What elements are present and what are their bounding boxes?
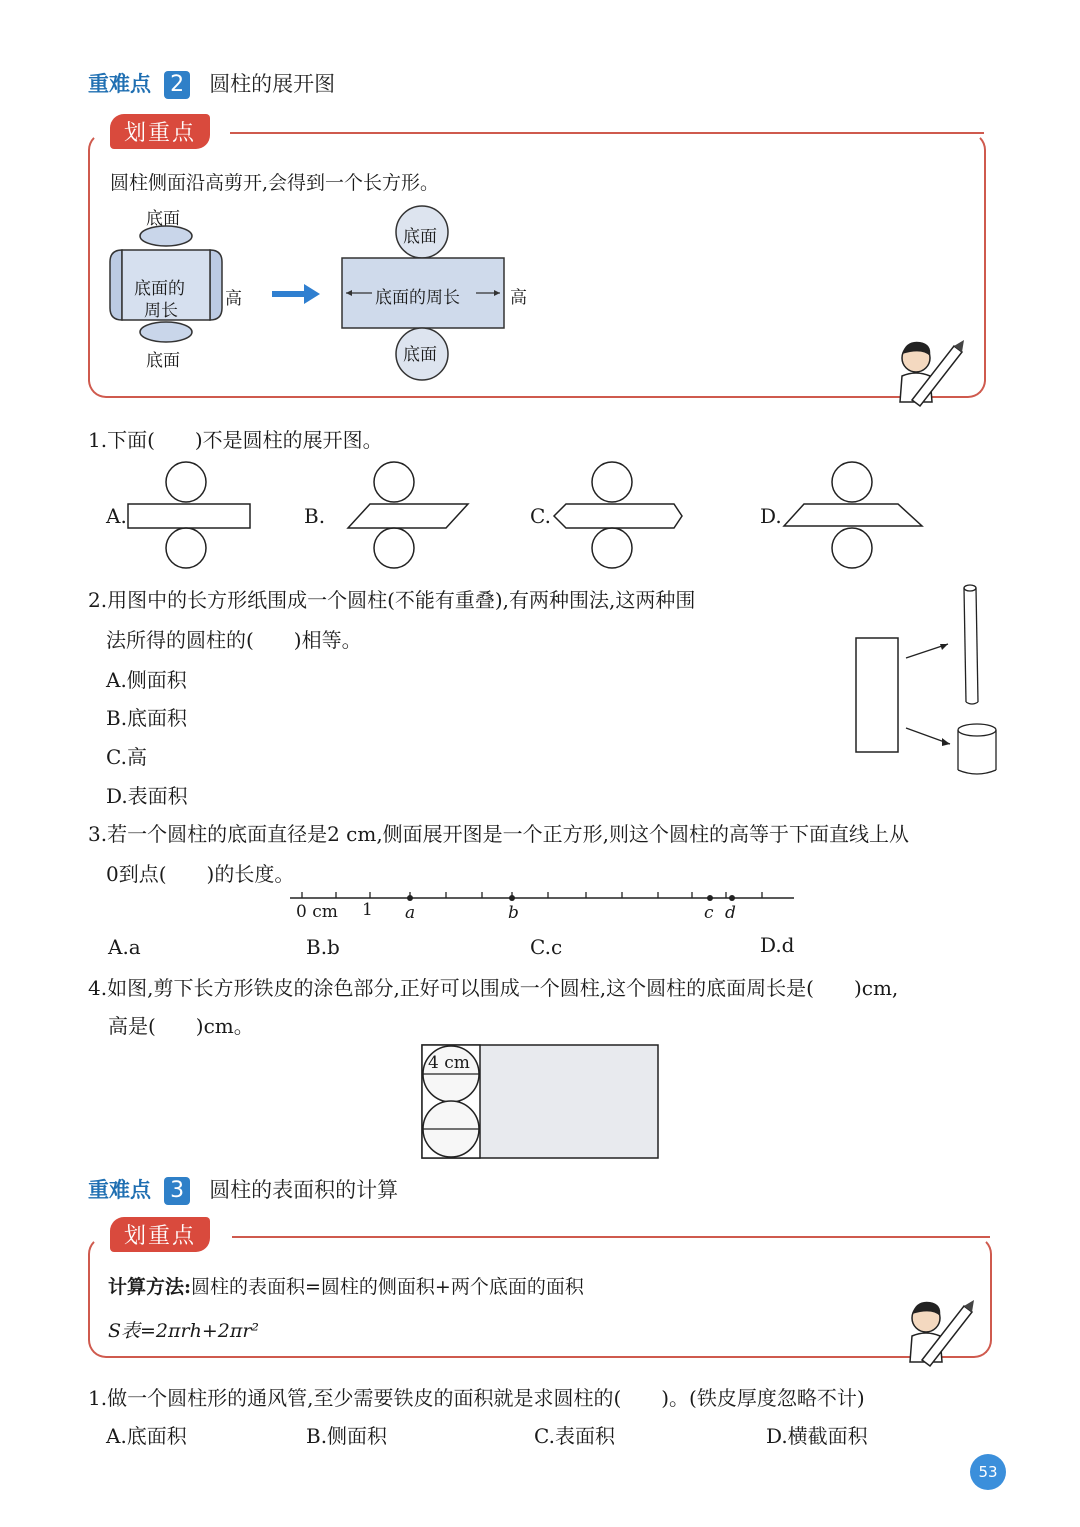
method-line [108,1272,584,1299]
q4-diameter-label: 4 cm [428,1053,470,1073]
label-height: 高 [225,289,242,309]
box-top-line [232,1236,990,1238]
net-label-bottom: 底面 [403,345,437,365]
net-label-top: 底面 [403,227,437,247]
label-side-line2: 周长 [144,301,178,321]
section-number: 3 [164,1177,190,1205]
key-point-tag: 划重点 [110,114,210,149]
q2-figure [850,580,1006,780]
mascot-icon [892,336,972,412]
net-label-height: 高 [510,288,527,308]
q1-option-d: D. [760,504,782,528]
section-tag: 重难点 [88,72,151,96]
q3-option-b: B.b [306,935,340,959]
question-3-line2: 0到点( )的长度。 [106,862,295,886]
axis-zero-label: 0 cm [296,902,338,922]
axis-one-label: 1 [362,900,373,920]
s3-q1-option-a: A.底面积 [106,1424,187,1448]
question-1: 1.下面( )不是圆柱的展开图。 [88,428,383,452]
q1-option-c: C. [530,504,551,528]
net-label-mid: 底面的周长 [375,288,460,308]
section-number: 2 [164,71,190,99]
axis-a-label: a [405,903,416,923]
bottom-base-ellipse [140,322,192,342]
q3-option-c: C.c [530,935,563,959]
right-arrow-icon [272,284,320,304]
q2-option-d: D.表面积 [106,784,188,808]
section-tag: 重难点 [88,1178,151,1202]
s3-q1-option-c: C.表面积 [534,1424,615,1448]
top-base-ellipse [140,226,192,246]
axis-b-label: b [508,903,519,923]
question-4-line2: 高是( )cm。 [108,1014,254,1038]
q3-option-d: D.d [760,933,795,957]
left-curl [110,250,122,320]
formula: S表=2πrh+2πr² [108,1320,260,1342]
section-title: 圆柱的表面积的计算 [209,1178,399,1202]
mascot-icon [900,1296,980,1372]
question-4-line1: 4.如图,剪下长方形铁皮的涂色部分,正好可以围成一个圆柱,这个圆柱的底面周长是( )cm, [88,976,899,1000]
question-2-line2: 法所得的圆柱的( )相等。 [106,628,362,652]
q1-option-a: A. [106,504,127,528]
axis-c-label: c [704,903,714,923]
q2-option-b: B.底面积 [106,706,188,730]
question-3-line1: 3.若一个圆柱的底面直径是2 cm,侧面展开图是一个正方形,则这个圆柱的高等于下面直线上从 [88,822,910,846]
q1-options-figure [100,460,940,572]
method-label: 计算方法: [108,1276,192,1298]
q1-option-b: B. [304,504,326,528]
right-curl [210,250,222,320]
q2-option-a: A.侧面积 [106,668,187,692]
section-2-header [88,68,335,99]
label-top-base: 底面 [146,209,180,229]
section-title: 圆柱的展开图 [209,72,336,96]
method-text: 圆柱的表面积=圆柱的侧面积+两个底面的面积 [191,1276,584,1298]
label-bottom-base: 底面 [146,351,180,371]
question-2-line1: 2.用图中的长方形纸围成一个圆柱(不能有重叠),有两种围法,这两种围 [88,588,696,612]
s3-q1-option-d: D.横截面积 [766,1424,868,1448]
page-number-badge: 53 [970,1454,1006,1490]
section-3-header [88,1174,398,1205]
key-point-text: 圆柱侧面沿高剪开,会得到一个长方形。 [110,172,440,194]
section3-question-1: 1.做一个圆柱形的通风管,至少需要铁皮的面积就是求圆柱的( )。(铁皮厚度忽略不计) [88,1386,865,1410]
q3-option-a: A.a [108,935,141,959]
axis-d-label: d [725,903,736,923]
s3-q1-option-b: B.侧面积 [306,1424,388,1448]
box-top-line [230,132,984,134]
q2-option-c: C.高 [106,745,147,769]
key-point-tag: 划重点 [110,1217,210,1252]
label-side-line1: 底面的 [134,279,185,299]
